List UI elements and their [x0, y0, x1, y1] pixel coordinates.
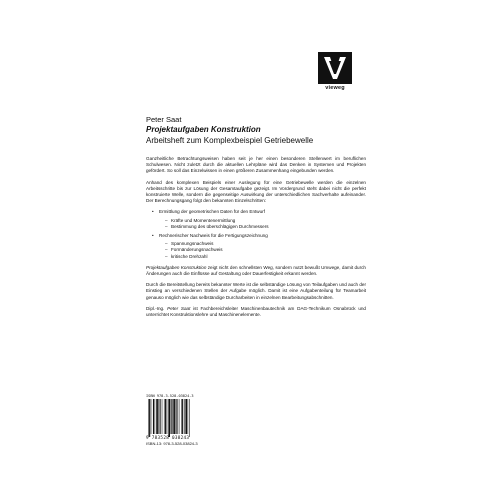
barcode-bars: [146, 399, 206, 437]
barcode-bar: [171, 399, 172, 434]
step-list: [146, 209, 366, 259]
substep-list: [159, 218, 366, 230]
book-subtitle: Arbeitsheft zum Komplexbeispiel Getriebewelle: [146, 136, 314, 145]
paragraph-author-bio: [146, 306, 366, 318]
paragraph-approach: [146, 265, 366, 277]
vieweg-logo-icon: [318, 52, 352, 84]
barcode-bar: [181, 399, 182, 434]
barcode-bar: [162, 399, 163, 434]
substep-item: – Spannungsnachweis: [165, 241, 366, 247]
barcode-bar: [176, 399, 177, 434]
barcode-bar: [156, 399, 158, 434]
barcode-bar: [188, 399, 189, 434]
book-title-inline: Projektaufgaben Konstruktion: [146, 264, 207, 270]
substep-list: [159, 241, 366, 260]
barcode-bar: [153, 399, 154, 434]
barcode-bar: [179, 399, 180, 434]
substep-item: – Bestimmung des überschlägigen Durchmessers: [165, 224, 366, 230]
vieweg-logo: [318, 52, 352, 92]
step-item: [152, 209, 366, 230]
barcode-isbn-top: ISBN 978-3-528-03824-3: [146, 394, 194, 398]
barcode-bar: [160, 399, 161, 434]
paragraph-values: Durch die Bereitstellung bereits bekannter Werte ist die selbständige Lösung von Teilaufgaben und auch der Einstieg an verschiedenen Stellen der Aufgabe möglich. Damit ist eine Aufgabenteilung für Teamarbeit genauso möglich wie das selbständige Durcharbeiten in einzelnen Bearbeitungsabschnitten.: [146, 282, 366, 300]
barcode-bar: [189, 399, 190, 437]
step-item: [152, 233, 366, 260]
step-label: Ermittlung der geometrischen Daten für den Entwurf: [159, 209, 265, 215]
barcode-bar: [177, 399, 178, 434]
barcode-bar: [173, 399, 175, 434]
barcode-digits: 9 783528 038243: [146, 436, 190, 441]
barcode-bar: [172, 399, 173, 434]
barcode-bar: [149, 399, 150, 437]
barcode-bar: [155, 399, 156, 434]
barcode-bar: [182, 399, 183, 434]
book-title: Projektaufgaben Konstruktion: [146, 125, 261, 134]
isbn-13-line: ISBN-13: 978-3-528-03824-3: [146, 441, 198, 446]
substep-item: – kritische Drehzahl: [165, 254, 366, 260]
paragraph-approach-text: zeigt nicht den schnellsten Weg, sondern nutzt bewußt Umwege, damit durch Änderungen auch die Einflüsse auf Gestaltung oder Dauerfestigkeit erkannt werden.: [146, 264, 366, 277]
vieweg-logo-text: vieweg: [325, 85, 345, 91]
author-name: Peter Saat: [146, 115, 182, 124]
barcode-bar: [164, 399, 165, 434]
vieweg-logo-mark: [318, 52, 352, 84]
barcode-bar: [158, 399, 159, 434]
paragraph-example: Anhand des komplexen Beispiels einer Auslegung für eine Getriebewelle werden die einzelnen Arbeitsschritte bis zur Lösung der Gesamtaufgabe gezeigt. Im Vordergrund steht dabei nicht die perfekt konstruierte Welle, sondern die gegenseitige Auswirkung der unterschiedlichen Sachverhalte aufeinander. Der Berechnungsgang folgt den bekannten Einzelschritten:: [146, 179, 366, 204]
cover-text: [146, 115, 366, 323]
barcode-bar: [151, 399, 152, 434]
barcode-bar: [167, 399, 168, 434]
step-label: Rechnerischer Nachweis für die Fertigungszeichnung: [159, 233, 268, 239]
barcode-bar: [165, 399, 166, 434]
substep-item: – Kräfte und Momentenermittlung: [165, 218, 366, 224]
barcode: [146, 394, 216, 446]
barcode-bar: [185, 399, 187, 434]
author-name-inline: Peter Saat: [167, 305, 191, 311]
author-bio-text: ist Fachbereichsleiter Maschinenbautechnik am DAG-Technikum Osnabrück und unterrichtet Konstruktionslehre und Maschinenelemente.: [146, 305, 366, 318]
paragraph-intro: Ganzheitliche Betrachtungsweisen haben seit je her einen besonderen Stellenwert im beruflichen Schulwesen. Nicht zuletzt durch die aktuellen Lehrpläne wird das Denken in Systemen und Projekten gefördert. So soll das Einzelwissen in einen größeren Zusammenhang eingebunden werden.: [146, 156, 366, 174]
barcode-bar: [168, 399, 170, 437]
barcode-bar: [184, 399, 185, 434]
barcode-bar: [148, 399, 149, 437]
author-degree: Dipl.-Ing.: [146, 305, 168, 311]
substep-item: – Formänderungsnachweis: [165, 247, 366, 253]
